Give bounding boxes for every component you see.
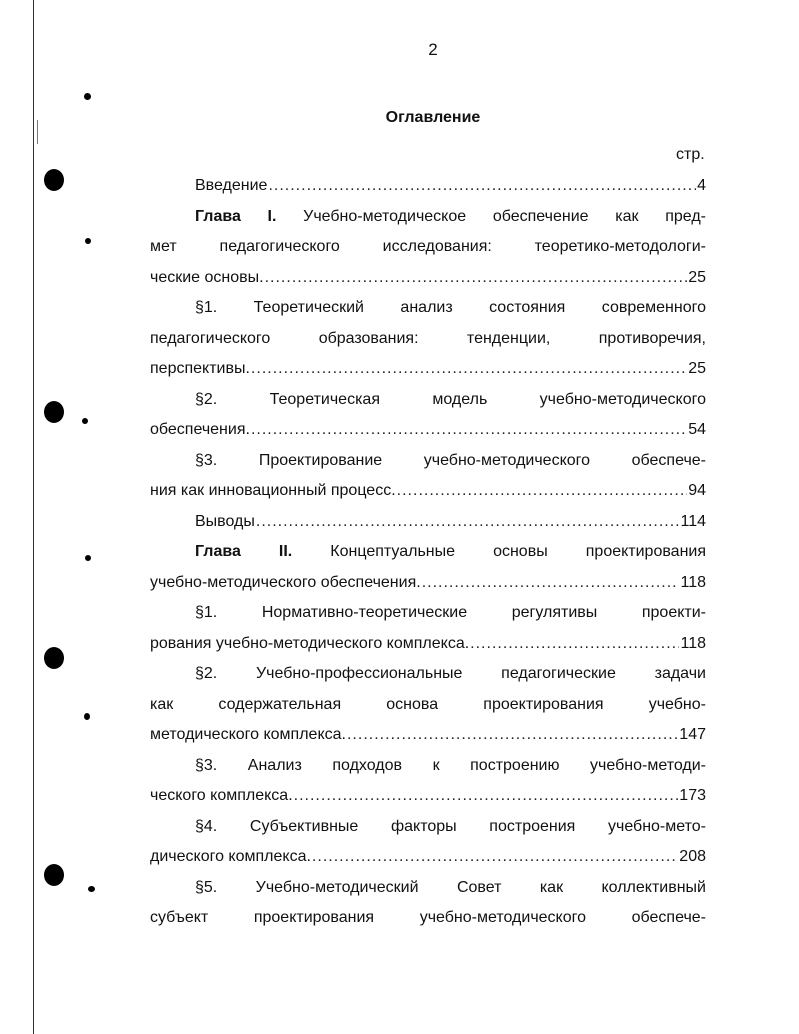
toc-page-number: 54 [688, 421, 706, 438]
toc-line: §2. Учебно-профессиональные педагогические задачи [195, 665, 706, 682]
toc-line: субъект проектирования учебно-методического обеспече- [150, 909, 706, 926]
toc-line: Выводы ..... 114 [195, 512, 706, 532]
toc-page-number: 114 [680, 513, 706, 530]
toc-page-number: 118 [680, 635, 706, 652]
toc-line: §3. Проектирование учебно-методического обеспече- [195, 452, 706, 469]
toc-page-number: 118 [680, 574, 706, 591]
toc-line: ческие основы. ..... 25 [150, 268, 706, 288]
toc-line: Глава II. Концептуальные основы проектирования [195, 543, 707, 560]
ink-speck [82, 418, 88, 424]
page-number: 2 [428, 40, 438, 59]
binder-hole [44, 864, 64, 886]
toc-page-number: 208 [679, 848, 706, 865]
ink-speck [88, 886, 95, 892]
binder-hole [44, 647, 64, 669]
toc-line: §1. Теоретический анализ состояния современного [195, 299, 706, 316]
toc-line: §5. Учебно-методический Совет как коллективный [195, 879, 706, 896]
toc-line: педагогического образования: тенденции, противоречия, [150, 330, 706, 347]
page-column-label: стр. [676, 146, 705, 163]
page-title: Оглавление [385, 109, 481, 126]
toc-line: методического комплекса. ..... 147 [150, 725, 706, 745]
toc-line: §1. Нормативно-теоретические регулятивы проекти- [195, 604, 706, 621]
toc-line: §4. Субъективные факторы построения учебно-мето- [195, 818, 706, 835]
toc-line: перспективы. ..... 25 [150, 359, 706, 379]
ink-speck [84, 93, 91, 100]
chapter-label: Глава II. [195, 543, 293, 560]
binder-hole [44, 401, 64, 423]
toc-line: мет педагогического исследования: теоретико-методологи- [150, 238, 706, 255]
toc-page-number: 94 [688, 482, 706, 499]
toc-page-number: 25 [688, 360, 706, 377]
toc-line: Введение ..... 4 [195, 176, 706, 196]
toc-line: §2. Теоретическая модель учебно-методического [195, 391, 706, 408]
toc-line: как содержательная основа проектирования учебно- [150, 696, 706, 713]
toc-page-number: 147 [679, 726, 706, 743]
toc-line: §3. Анализ подходов к построению учебно-методи- [195, 757, 706, 774]
toc-line: Глава I. Учебно-методическое обеспечение как пред- [195, 208, 706, 225]
toc-line: рования учебно-методического комплекса. ..... 118 [150, 634, 706, 654]
chapter-label: Глава I. [195, 208, 277, 225]
binder-hole [44, 169, 64, 191]
toc-page-number: 25 [688, 269, 706, 286]
toc-page-number: 173 [679, 787, 706, 804]
ink-speck [85, 238, 91, 244]
toc-line: обеспечения. ..... 54 [150, 420, 706, 440]
toc-line: ческого комплекса. ..... 173 [150, 786, 706, 806]
ink-speck [85, 555, 91, 561]
toc-line: учебно-методического обеспечения. ..... 118 [150, 573, 706, 593]
ink-speck [84, 713, 90, 720]
toc-line: дического комплекса. ..... 208 [150, 847, 706, 867]
toc-page-number: 4 [697, 177, 706, 194]
scan-left-edge [33, 0, 34, 1034]
toc-line: ния как инновационный процесс. ..... 94 [150, 481, 706, 501]
